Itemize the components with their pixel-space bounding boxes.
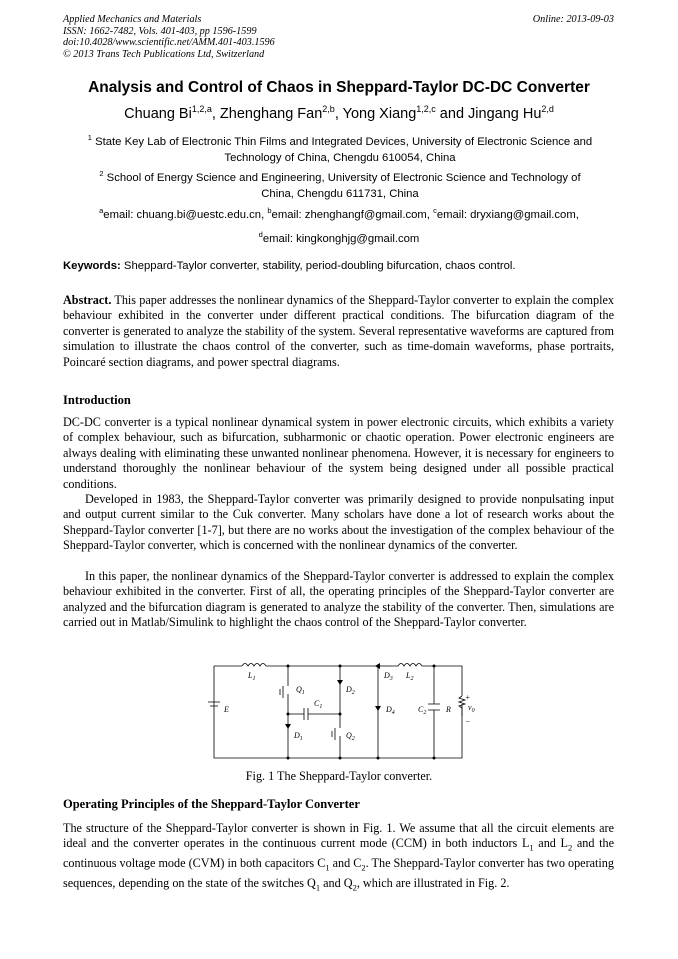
label-l1: $L_1$: [248, 671, 256, 682]
text-run: and L: [533, 836, 568, 851]
author-affiliation-mark: 1,2,a: [191, 104, 212, 114]
email-mark: b: [267, 206, 272, 215]
text-run: and the continuous voltage mode (CVM) in both capacitors C: [63, 836, 614, 871]
label-c1: $C_1$: [314, 699, 323, 710]
email-a[interactable]: email: chuang.bi@uestc.edu.cn,: [103, 208, 265, 221]
online-date: Online: 2013-09-03: [532, 14, 614, 25]
intro-paragraph-3: In this paper, the nonlinear dynamics of the Sheppard-Taylor converter is addressed to explain the complex behaviour exhibited in the converter. First of all, the operating principles of the Sheppard-Taylor converter are analyzed and the bifurcation diagram is generated to analyze the stability of the converter. Then, simulations are carried out in Matlab/Simulink to highlight the chaos control of the Sheppard-Taylor converter.: [63, 569, 614, 630]
author-name: Yong Xiang: [342, 105, 417, 122]
email-d[interactable]: email: kingkonghjg@gmail.com: [262, 232, 420, 245]
author-name: Chuang Bi: [124, 105, 192, 122]
author-name: Zhenghang Fan: [219, 105, 323, 122]
label-plus: +: [465, 693, 471, 702]
operating-paragraph: [63, 821, 614, 896]
capacitor-c1: [304, 708, 308, 720]
subscript: 2: [361, 862, 366, 873]
author-separator: ,: [334, 105, 343, 122]
author-affiliation-mark: 2,b: [322, 104, 335, 114]
keywords: [63, 260, 623, 272]
text-run: The structure of the Sheppard-Taylor converter is shown in Fig. 1. We assume that all the circuit elements are ideal and the converter operates in the continuous current mode (CCM) in both inductors L: [63, 821, 614, 851]
email-mark: a: [99, 206, 104, 215]
email-b[interactable]: email: zhenghangf@gmail.com,: [271, 208, 430, 221]
affiliation-text: Technology of China, Chengdu 610054, China: [224, 151, 456, 164]
figure-caption: Fig. 1 The Sheppard-Taylor converter.: [245, 769, 433, 783]
label-r: R: [446, 705, 451, 714]
label-d4: $D_4$: [386, 705, 395, 716]
email-mark: c: [433, 206, 437, 215]
email-c[interactable]: email: dryxiang@gmail.com,: [436, 208, 579, 221]
intro-paragraph-1: DC-DC converter is a typical nonlinear dynamical system in power electronic circuits, which exhibits a variety of complex behaviour, such as bifurcation, subharmonic or chaotic operation. Power electronic engineers are always dealing with eliminating these unwanted nonlinear phenomena. However, it is necessary for engineers to understand thoroughly the nonlinear behaviour of the system being designed under all possible practical conditions.: [63, 415, 614, 491]
abstract-label: Abstract.: [63, 293, 112, 307]
label-d1: $D_1$: [294, 731, 303, 742]
subscript: 2: [567, 842, 573, 853]
text-run: . The Sheppard-Taylor converter has two operating sequences, depending on the state of the switches Q: [63, 856, 614, 891]
subscript: 1: [325, 862, 330, 873]
affiliation-number: 2: [99, 169, 104, 178]
affiliation-text: State Key Lab of Electronic Thin Films and Integrated Devices, University of Electronic Science and: [91, 135, 593, 148]
keywords-text: Sheppard-Taylor converter, stability, period-doubling bifurcation, chaos control.: [120, 260, 516, 272]
subscript: 1: [315, 882, 321, 893]
abstract-text: This paper addresses the nonlinear dynamics of the Sheppard-Taylor converter to explain the complex behaviour exhibited in the converter under different practical conditions. The bifurcation diagram of the converter is generated to analyze the stability of the system. Several representative waveforms are captured from simulation to illustrate the chaos control of the converter, such as time-domain waveforms, phase portraits, Poincaré section diagrams, and power spectral diagrams.: [63, 293, 614, 369]
author-separator: and: [435, 105, 469, 122]
label-v0: $v_0$: [468, 703, 475, 714]
circuit-diagram: [200, 656, 480, 764]
doi-line: doi:10.4028/www.scientific.net/AMM.401-403.1596: [63, 37, 275, 49]
label-e: E: [224, 705, 229, 714]
label-c2: $C_2$: [418, 705, 427, 716]
journal-header: [63, 14, 275, 60]
intro-paragraph-2: Developed in 1983, the Sheppard-Taylor converter was primarily designed to provide nonpulsating input and output current similar to the Cuk converter. Many scholars have done a lot of research works about the Sheppard-Taylor converter [1-7], but there are no works about the investigation of the complex behaviour of the Sheppard-Taylor converter, which is concerned with the nonlinear dynamics of the converter.: [63, 492, 614, 553]
section-heading-operating-principles: Operating Principles of the Sheppard-Taylor Converter: [63, 797, 360, 811]
issn-line: ISSN: 1662-7482, Vols. 401-403, pp 1596-1599: [63, 25, 257, 37]
author-separator: ,: [211, 105, 220, 122]
affiliation-1: [66, 130, 614, 166]
inductor-l2: [392, 664, 434, 667]
email-mark: d: [258, 229, 263, 239]
affiliation-text: School of Energy Science and Engineering, University of Electronic Science and Technology of: [103, 171, 581, 184]
capacitor-c2: [428, 704, 440, 710]
subscript: 2: [352, 882, 357, 893]
copyright-line: © 2013 Trans Tech Publications Ltd, Switzerland: [63, 48, 265, 60]
diode-d1-symbol: [285, 724, 291, 729]
diode-d2-symbol: [337, 680, 343, 685]
diode-d4-symbol: [375, 706, 381, 711]
paper-title: Analysis and Control of Chaos in Sheppard-Taylor DC-DC Converter: [88, 79, 590, 96]
label-q2: $Q_2$: [346, 731, 355, 742]
switch-q2: [335, 720, 340, 758]
label-q1: $Q_1$: [296, 685, 305, 696]
subscript: 1: [529, 842, 534, 853]
affiliation-2: [66, 166, 614, 202]
journal-name: Applied Mechanics and Materials: [63, 14, 202, 25]
keywords-label: Keywords:: [63, 260, 121, 272]
label-l2: $L_2$: [406, 671, 414, 682]
label-d3: $D_3$: [384, 671, 393, 682]
text-run: and Q: [320, 876, 353, 891]
abstract: [63, 293, 614, 370]
text-run: and C: [329, 856, 362, 871]
affiliation-text: China, Chengdu 611731, China: [261, 187, 419, 200]
affiliation-number: 1: [87, 133, 92, 142]
section-heading-introduction: Introduction: [63, 393, 131, 407]
author-name: Jingang Hu: [468, 105, 542, 122]
text-run: , which are illustrated in Fig. 2.: [356, 876, 510, 891]
label-minus: −: [465, 717, 471, 726]
author-affiliation-mark: 1,2,c: [416, 104, 436, 114]
inductor-l1: [242, 664, 266, 667]
author-affiliation-mark: 2,d: [541, 104, 554, 114]
author-list: [0, 104, 678, 122]
label-d2: $D_2$: [346, 685, 355, 696]
author-emails: [62, 201, 616, 249]
switch-q1: [283, 682, 288, 706]
